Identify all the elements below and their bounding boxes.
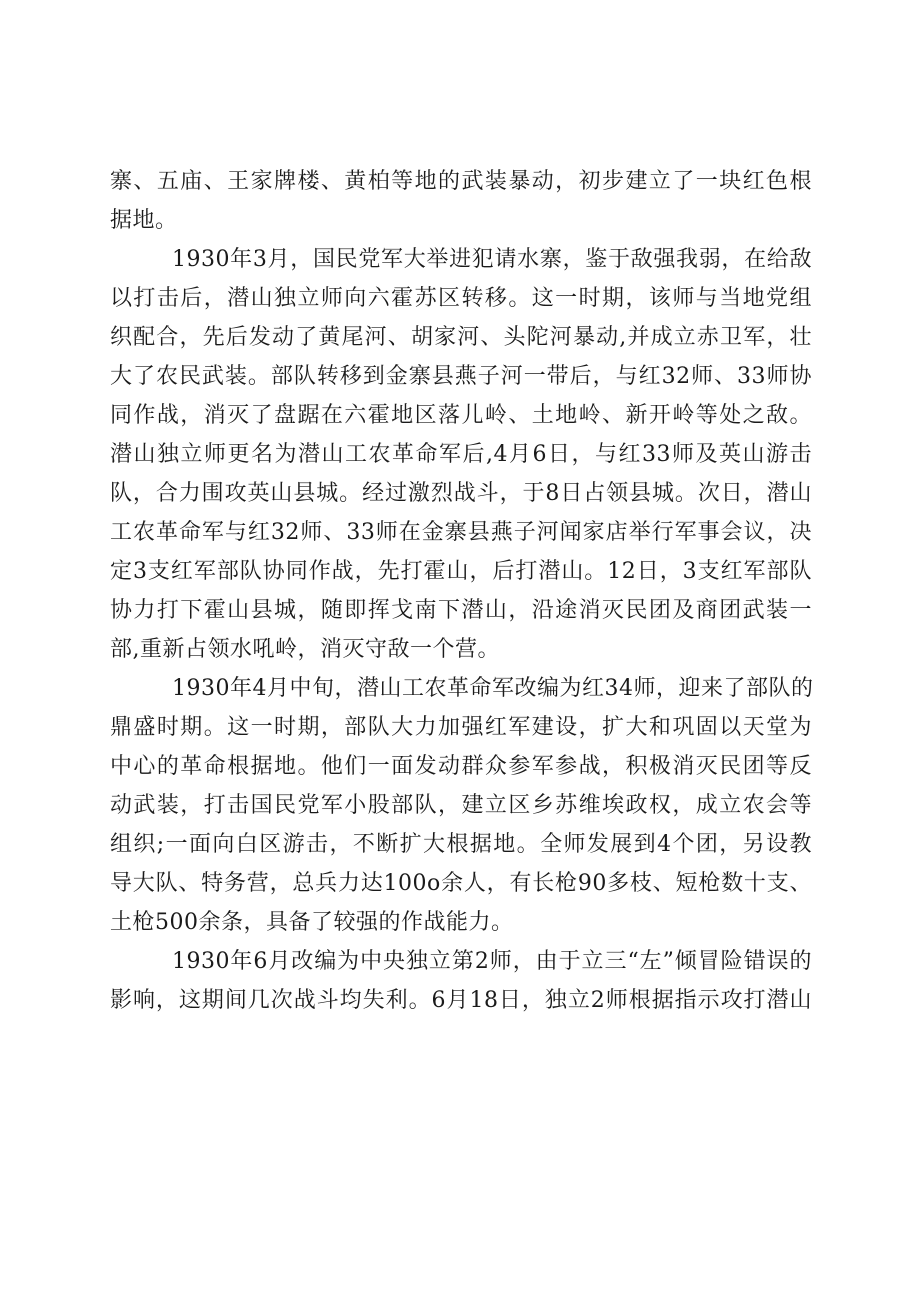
text-line: 定3支红军部队协同作战，先打霍山，后打潜山。12日，3支红军部队	[110, 559, 812, 584]
text-line: 组织;一面向白区游击，不断扩大根据地。全师发展到4个团，另设教	[110, 832, 812, 857]
text-line: 以打击后，潜山独立师向六霍苏区转移。这一时期，该师与当地党组	[110, 286, 812, 311]
text-line: 协力打下霍山县城，随即挥戈南下潜山，沿途消灭民团及商团武装一	[110, 598, 812, 623]
text-line: 部,重新占领水吼岭，消灭守敌一个营。	[110, 637, 500, 662]
paragraph-first-line: 1930年6月改编为中央独立第2师，由于立三“左”倾冒险错误的	[172, 949, 812, 974]
text-line: 工农革命军与红32师、33师在金寨县燕子河闻家店举行军事会议，决	[110, 520, 812, 545]
document-body	[110, 162, 812, 1020]
text-line: 中心的革命根据地。他们一面发动群众参军参战，积极消灭民团等反	[110, 754, 812, 779]
paragraph-first-line: 1930年4月中旬，潜山工农革命军改编为红34师，迎来了部队的	[172, 676, 814, 701]
text-line: 大了农民武装。部队转移到金寨县燕子河一带后，与红32师、33师协	[110, 364, 812, 389]
text-line: 寨、五庙、王家牌楼、黄柏等地的武装暴动，初步建立了一块红色根	[110, 169, 812, 194]
text-line: 影响，这期间几次战斗均失利。6月18日，独立2师根据指示攻打潜山	[110, 988, 812, 1013]
text-line: 潜山独立师更名为潜山工农革命军后,4月6日，与红33师及英山游击	[110, 442, 812, 467]
text-line: 队，合力围攻英山县城。经过激烈战斗，于8日占领县城。次日，潜山	[110, 481, 812, 506]
text-line: 动武装，打击国民党军小股部队，建立区乡苏维埃政权，成立农会等	[110, 793, 812, 818]
paragraph-first-line: 1930年3月，国民党军大举进犯请水寨，鉴于敌强我弱，在给敌	[172, 247, 812, 272]
text-line: 导大队、特务营，总兵力达100o余人，有长枪90多枝、短枪数十支、	[110, 871, 812, 896]
text-line: 鼎盛时期。这一时期，部队大力加强红军建设，扩大和巩固以天堂为	[110, 715, 812, 740]
text-line: 土枪500余条，具备了较强的作战能力。	[110, 910, 514, 935]
text-line: 织配合，先后发动了黄尾河、胡家河、头陀河暴动,并成立赤卫军，壮	[110, 325, 812, 350]
text-line: 据地。	[110, 208, 178, 233]
text-line: 同作战，消灭了盘踞在六霍地区落儿岭、土地岭、新开岭等处之敌。	[110, 403, 812, 428]
